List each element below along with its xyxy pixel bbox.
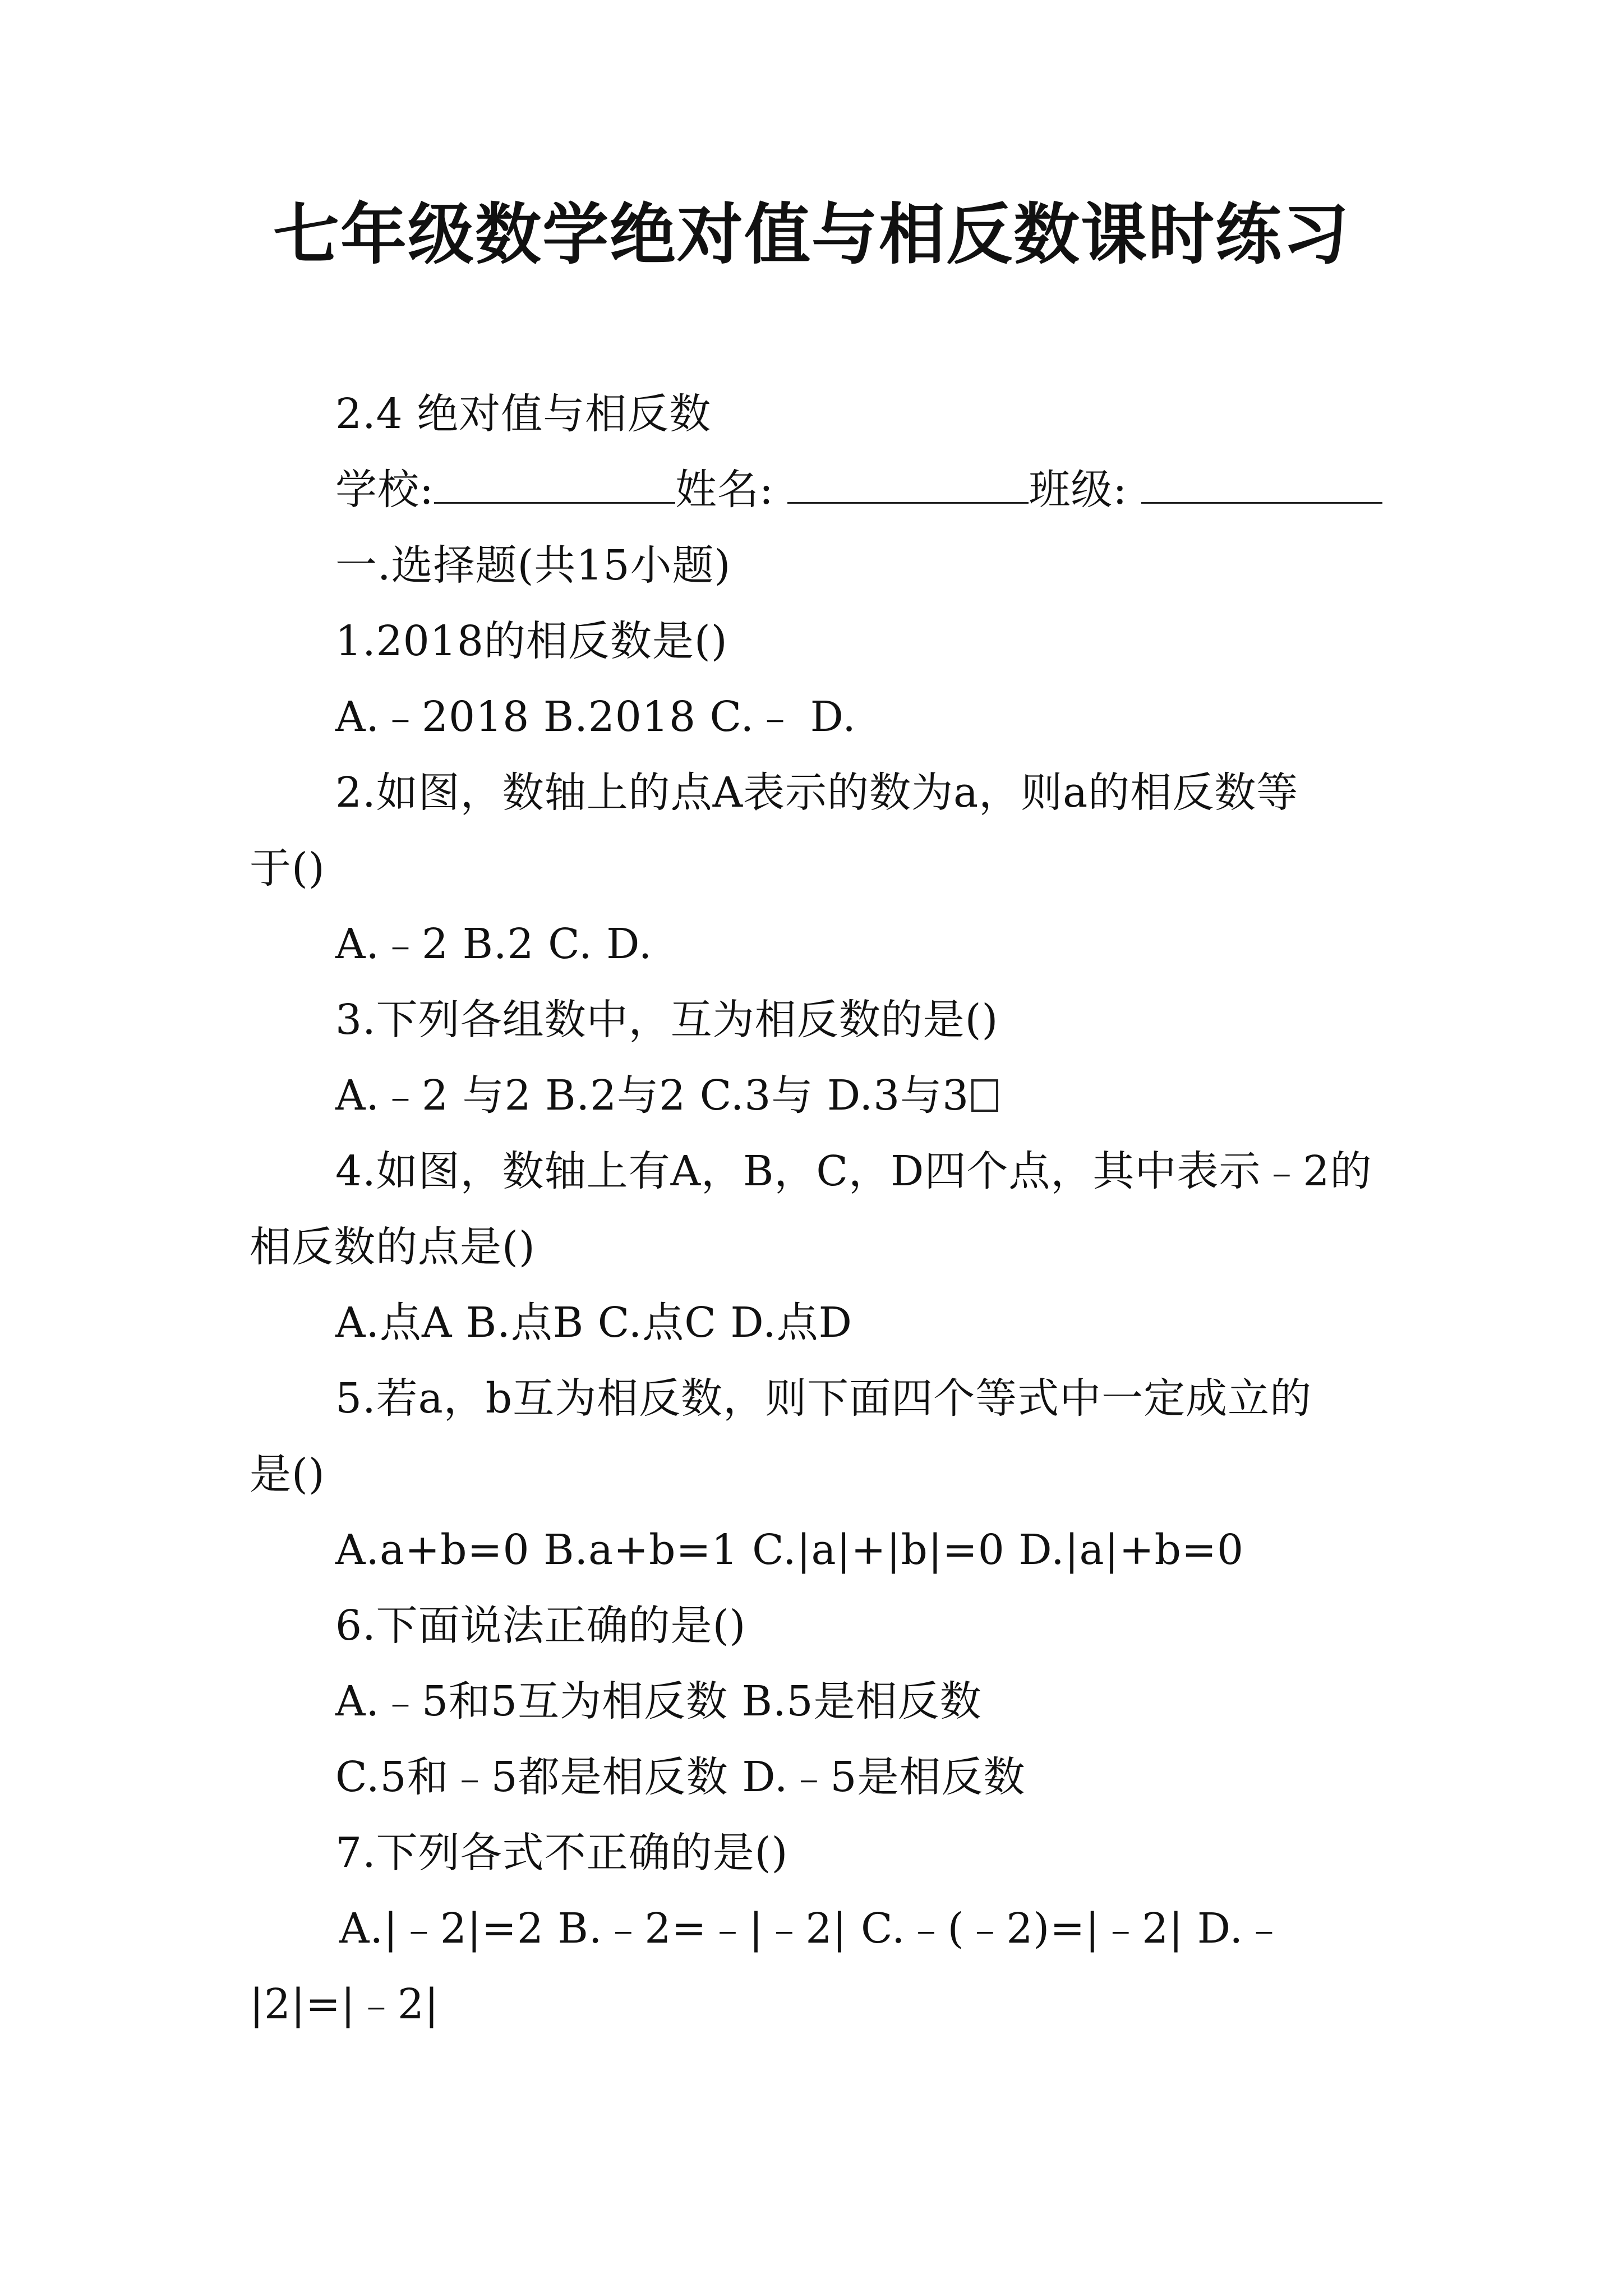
- question-2-stem-cont: 于(): [250, 844, 325, 892]
- class-blank[interactable]: [1141, 463, 1382, 504]
- info-line: [335, 462, 1382, 518]
- question-4-stem: 4.如图，数轴上有A，B，C，D四个点，其中表示﹣2的: [335, 1147, 1372, 1195]
- question-5-stem-cont: 是(): [250, 1450, 325, 1498]
- question-3-stem: 3.下列各组数中，互为相反数的是(): [335, 996, 999, 1044]
- question-2-stem: 2.如图，数轴上的点A表示的数为a，则a的相反数等: [335, 769, 1299, 817]
- class-label: 班级:: [1029, 466, 1128, 514]
- name-label: 姓名:: [675, 466, 774, 514]
- question-6-options-ab: A.﹣5和5互为相反数 B.5是相反数: [335, 1677, 982, 1726]
- page-title: 七年级数学绝对值与相反数课时练习: [273, 196, 1350, 273]
- question-7-options: A.|﹣2|=2 B.﹣2=﹣|﹣2| C.﹣(﹣2)=|﹣2| D.﹣: [339, 1904, 1285, 1953]
- question-4-options: A.点A B.点B C.点C D.点D: [335, 1299, 852, 1347]
- name-blank[interactable]: [787, 463, 1029, 504]
- question-3-options: A.﹣2 与2 B.2与2 C.3与 D.3与3: [335, 1071, 970, 1120]
- missing-glyph-box: [971, 1079, 998, 1112]
- question-1-stem: 1.2018的相反数是(): [335, 617, 728, 665]
- school-label: 学校:: [335, 466, 434, 514]
- question-1-options: A.﹣2018 B.2018 C.﹣ D.: [335, 693, 856, 741]
- question-6-options-cd: C.5和﹣5都是相反数 D.﹣5是相反数: [335, 1753, 1026, 1801]
- part-heading: 一.选择题(共15小题): [335, 541, 731, 590]
- question-3-options-row: [335, 1068, 998, 1124]
- question-5-options: A.a+b=0 B.a+b=1 C.|a|+|b|=0 D.|a|+b=0: [335, 1526, 1244, 1574]
- question-7-options-cont: |2|=|﹣2|: [250, 1980, 439, 2028]
- question-4-stem-cont: 相反数的点是(): [250, 1223, 536, 1271]
- section-heading: 2.4 绝对值与相反数: [335, 390, 712, 438]
- question-5-stem: 5.若a，b互为相反数，则下面四个等式中一定成立的: [335, 1374, 1312, 1423]
- question-6-stem: 6.下面说法正确的是(): [335, 1602, 746, 1650]
- question-7-stem: 7.下列各式不正确的是(): [335, 1829, 789, 1877]
- school-blank[interactable]: [434, 463, 675, 504]
- question-2-options: A.﹣2 B.2 C. D.: [335, 920, 653, 968]
